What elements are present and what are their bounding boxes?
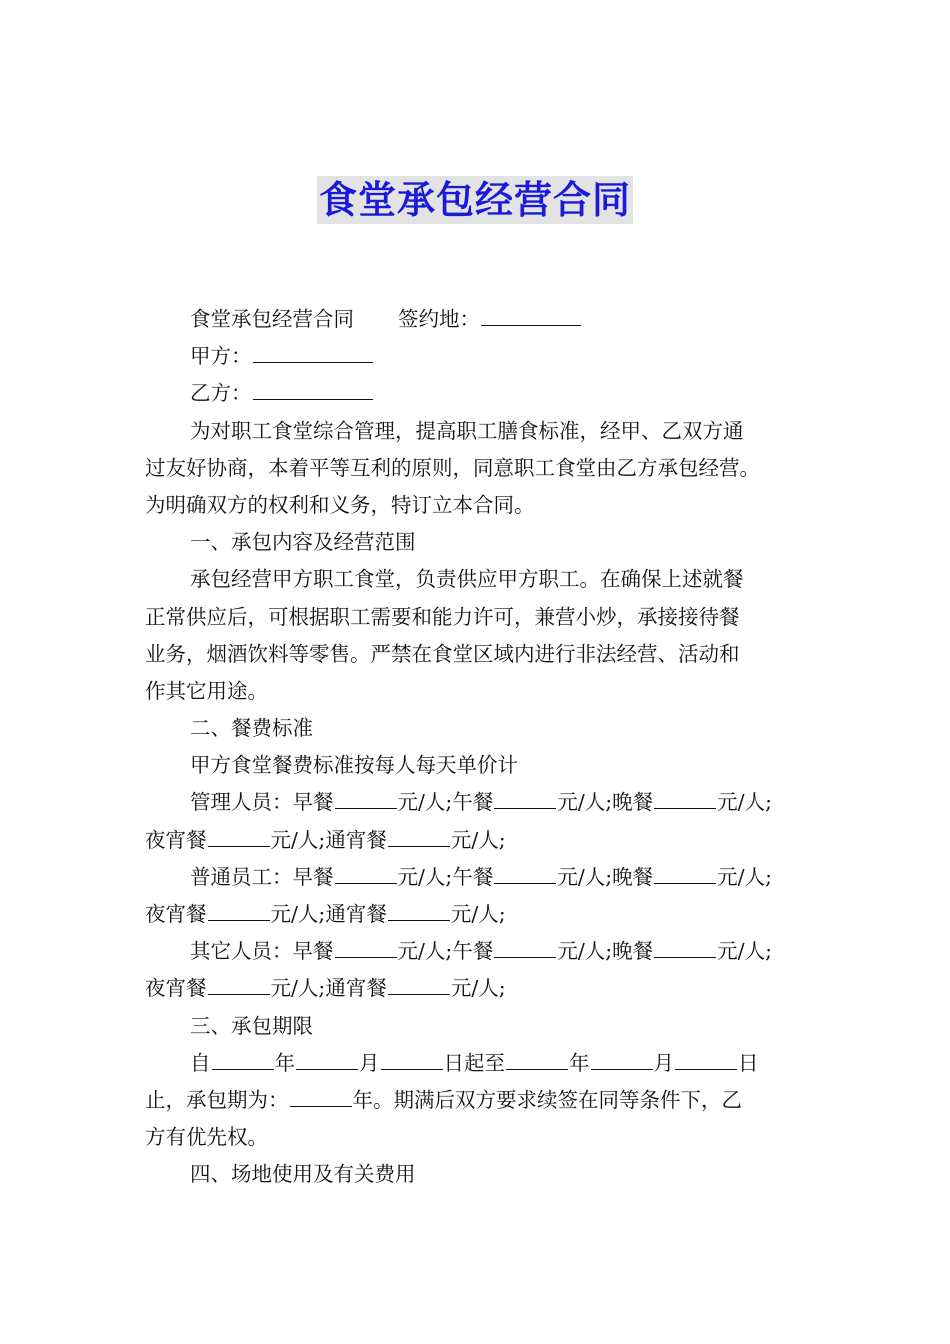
- overnight-meal-label: 通宵餐: [325, 902, 387, 926]
- party-a-line: [145, 338, 813, 375]
- unit-label: 元/人;: [270, 827, 326, 852]
- section-text-line: 业务，烟酒饮料等零售。严禁在食堂区域内进行非法经营、活动和: [145, 641, 740, 666]
- fee-row-label: 普通员工：: [190, 864, 293, 889]
- term-renewal-text: 年。期满后双方要求续签在同等条件下，乙: [352, 1087, 742, 1112]
- unit-label: 元/人;: [450, 902, 506, 926]
- unit-label: 元/人;: [450, 976, 506, 1001]
- contract-name: 食堂承包经营合同: [190, 307, 354, 331]
- unit-label: 元/人;: [397, 790, 453, 815]
- party-b-label: 乙方：: [190, 381, 252, 406]
- preamble-line: 过友好协商，本着平等互利的原则，同意职工食堂由乙方承包经营。: [145, 455, 760, 480]
- fee-blank: [208, 824, 270, 847]
- fee-row-others-cont: [145, 970, 813, 1007]
- date-blank: [675, 1047, 737, 1070]
- fee-intro: 甲方食堂餐费标准按每人每天单价计: [190, 753, 518, 778]
- fee-blank: [654, 935, 716, 958]
- unit-label: 元/人;: [450, 827, 506, 852]
- day-from-label: 日起至: [443, 1050, 505, 1075]
- fee-row-management: [145, 784, 813, 821]
- dinner-label: 晚餐: [612, 790, 654, 815]
- breakfast-label: 早餐: [292, 864, 334, 889]
- dinner-label: 晚餐: [612, 864, 654, 889]
- section-text-line: 正常供应后，可根据职工需要和能力许可，兼营小炒，承接接待餐: [145, 604, 740, 629]
- party-b-line: [145, 375, 813, 412]
- date-blank: [591, 1047, 653, 1070]
- dinner-label: 晚餐: [612, 939, 654, 964]
- night-meal-label: 夜宵餐: [145, 827, 207, 852]
- fee-blank: [654, 861, 716, 884]
- fee-blank: [388, 972, 450, 995]
- overnight-meal-label: 通宵餐: [325, 976, 387, 1001]
- unit-label: 元/人;: [397, 864, 453, 889]
- section-text-line: 承包经营甲方职工食堂，负责供应甲方职工。在确保上述就餐: [190, 567, 744, 592]
- fee-row-label: 管理人员：: [190, 790, 293, 815]
- contract-header-line: [145, 301, 813, 338]
- unit-label: 元/人;: [270, 976, 326, 1001]
- fee-blank: [388, 824, 450, 847]
- term-priority-line: 方有优先权。: [145, 1125, 268, 1150]
- lunch-label: 午餐: [452, 790, 494, 815]
- document-body: [145, 301, 813, 1194]
- section-heading: 四、场地使用及有关费用: [190, 1162, 416, 1187]
- document-title: 食堂承包经营合同: [318, 178, 631, 222]
- party-b-blank: [253, 377, 373, 400]
- section-text-line: 作其它用途。: [145, 678, 268, 703]
- title-container: [0, 176, 950, 224]
- date-blank: [212, 1047, 274, 1070]
- sign-place-label: 签约地：: [398, 307, 480, 331]
- overnight-meal-label: 通宵餐: [325, 827, 387, 852]
- term-period-line: [145, 1082, 813, 1119]
- lunch-label: 午餐: [452, 864, 494, 889]
- date-blank: [506, 1047, 568, 1070]
- fee-blank: [388, 898, 450, 921]
- breakfast-label: 早餐: [292, 790, 334, 815]
- unit-label: 元/人;: [557, 864, 613, 889]
- fee-row-staff: [145, 859, 813, 896]
- fee-row-label: 其它人员：: [190, 939, 293, 964]
- fee-blank: [335, 935, 397, 958]
- unit-label: 元/人;: [717, 939, 772, 964]
- fee-blank: [208, 898, 270, 921]
- preamble-line: 为明确双方的权利和义务，特订立本合同。: [145, 492, 535, 517]
- lunch-label: 午餐: [452, 939, 494, 964]
- fee-blank: [494, 786, 556, 809]
- fee-blank: [335, 786, 397, 809]
- unit-label: 元/人;: [557, 790, 613, 815]
- party-a-label: 甲方：: [190, 344, 252, 369]
- year-label: 年: [274, 1050, 295, 1075]
- month-label: 月: [653, 1050, 674, 1075]
- unit-label: 元/人;: [557, 939, 613, 964]
- sign-place-blank: [481, 303, 581, 326]
- night-meal-label: 夜宵餐: [145, 976, 207, 1001]
- party-a-blank: [253, 340, 373, 363]
- date-blank: [381, 1047, 443, 1070]
- fee-blank: [654, 786, 716, 809]
- unit-label: 元/人;: [270, 902, 326, 926]
- month-label: 月: [359, 1050, 380, 1075]
- term-period-label: 止，承包期为：: [145, 1087, 289, 1112]
- day-to-label: 日: [738, 1050, 759, 1075]
- preamble-line: 为对职工食堂综合管理，提高职工膳食标准，经甲、乙双方通: [190, 418, 744, 443]
- section-heading: 二、餐费标准: [190, 716, 313, 741]
- unit-label: 元/人;: [717, 790, 772, 815]
- fee-row-staff-cont: [145, 896, 813, 933]
- unit-label: 元/人;: [717, 864, 772, 889]
- unit-label: 元/人;: [397, 939, 453, 964]
- fee-blank: [208, 972, 270, 995]
- term-from-label: 自: [190, 1050, 211, 1075]
- fee-blank: [335, 861, 397, 884]
- fee-blank: [494, 861, 556, 884]
- fee-row-management-cont: [145, 822, 813, 859]
- date-blank: [296, 1047, 358, 1070]
- year-label: 年: [569, 1050, 590, 1075]
- breakfast-label: 早餐: [292, 939, 334, 964]
- section-heading: 一、承包内容及经营范围: [190, 530, 416, 555]
- term-dates-line: [145, 1045, 813, 1082]
- fee-row-others: [145, 933, 813, 970]
- fee-blank: [494, 935, 556, 958]
- term-years-blank: [290, 1084, 352, 1107]
- section-heading: 三、承包期限: [190, 1013, 313, 1038]
- night-meal-label: 夜宵餐: [145, 902, 207, 926]
